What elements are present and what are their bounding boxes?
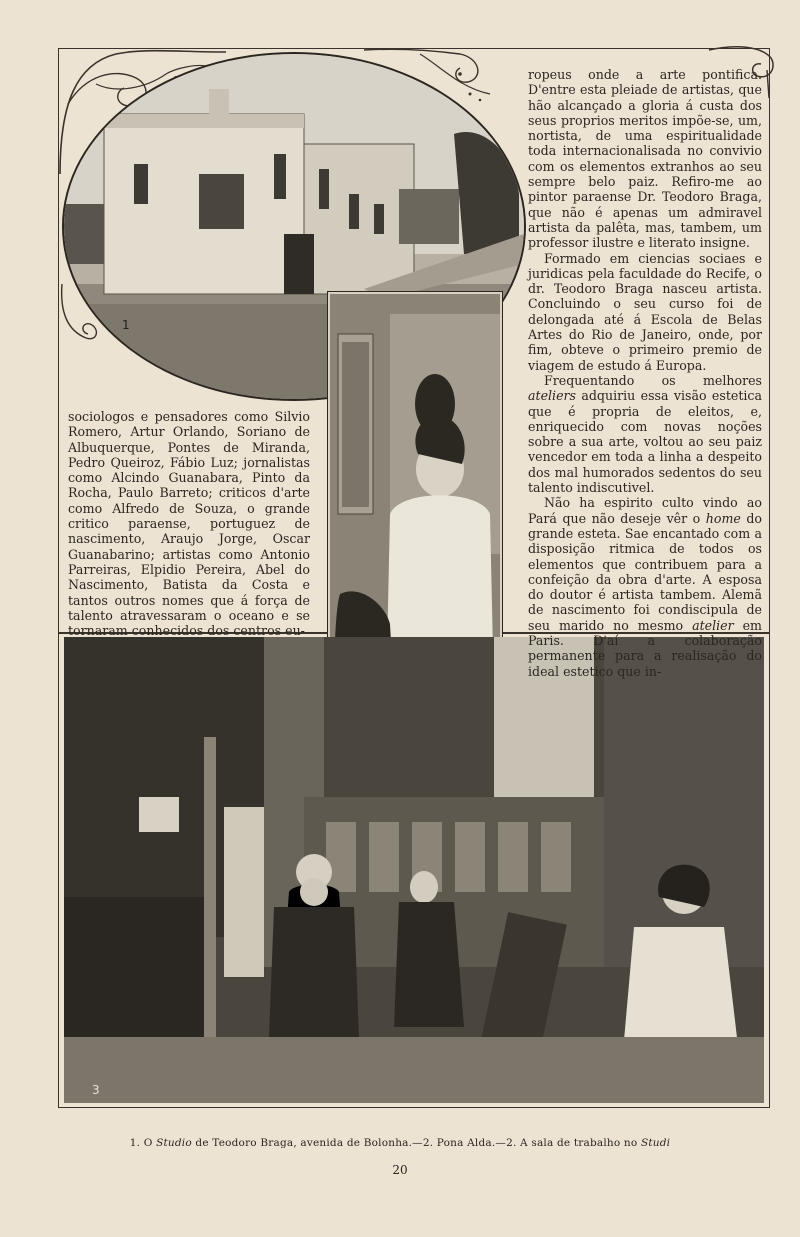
p4-text-a: Não ha espirito culto vindo ao Pará que não deseje vêr o [528, 495, 762, 526]
page-number: 20 [392, 1163, 408, 1177]
caption-studio: Studio [156, 1137, 192, 1149]
right-paragraph-2: Formado em ciencias sociaes e juridicas pela faculdade do Recife, o dr. Teodoro Braga nasceu artista. Concluindo o seu curso foi de delongada até á Escola de Belas Artes do Rio de Janeiro, onde, por fim, obteve o primeiro premio de viagem de estudo á Europa. [528, 250, 762, 373]
caption-a: 1. O [129, 1137, 157, 1149]
right-column-text [528, 67, 762, 679]
left-paragraph: sociologos e pensadores como Silvio Romero, Artur Orlando, Soriano de Albuquerque, Pontes de Miranda, Pedro Queiroz, Fábio Luz; jornalistas como Alcindo Guanabara, Pinto da Rocha, Paulo Barreto; criticos d'arte como Alfredo de Souza, o grande critico paraense, portuguez de nascimento, Araujo Jorge, Oscar Guanabarino; artistas como Antonio Parreiras, Elpidio Pereira, Abel do Nascimento, Batista da Costa e tantos outros nomes que á força de talento atravessaram o oceano e se tornaram conhecidos dos centros eu- [68, 409, 310, 639]
p4-text-c: em Paris. D'aí a colaboração permanente para a realisação do ideal estetico que in- [528, 617, 762, 679]
figure-caption [0, 1137, 800, 1149]
right-paragraph-1: ropeus onde a arte pontifica. D'entre esta pleiade de artistas, que hão alcançado a gloria á custa dos seus proprios meritos impõe-se, um, nortista, de uma espiritualidade toda internacionalisada no convivio com os elementos extranhos ao seu sempre belo paiz. Refiro-me ao pintor paraense Dr. Teodoro Braga, que não é apenas um admiravel artista da palêta, mas, tambem, um professor ilustre e literato insigne. [528, 67, 762, 251]
left-column-text [68, 409, 310, 638]
p4-text-b: do grande esteta. Sae encantado com a disposição ritmica de todos os elementos que contribuem para a confeição da obra d'arte. A esposa do doutor é artista tambem. Alemã de nascimento foi condiscipula de seu marido no mesmo [528, 510, 762, 633]
caption-c: de Teodoro Braga, avenida de Bolonha.—2. Pona Alda.—2. A sala de trabalho no [191, 1137, 641, 1149]
p3-text-b: adquiriu essa visão estetica que é propria de eleitos, e, enriquecido com novas noções sobre a sua arte, voltou ao seu paiz vencedor em toda a linha a despeito dos mal humorados sedentos do seu talento indiscutivel. [528, 388, 762, 496]
photo-number-3: 3 [92, 1083, 100, 1097]
photo-number-1: 1 [122, 318, 130, 332]
p4-home: home [705, 510, 741, 526]
p4-atelier: atelier [692, 617, 734, 633]
photo-workroom [64, 637, 764, 1103]
right-paragraph-3 [528, 373, 762, 495]
caption-studi: Studi [640, 1137, 671, 1149]
p3-text-a: Frequentando os melhores [544, 372, 762, 388]
right-paragraph-4 [528, 495, 762, 679]
p3-ateliers: ateliers [528, 388, 577, 404]
